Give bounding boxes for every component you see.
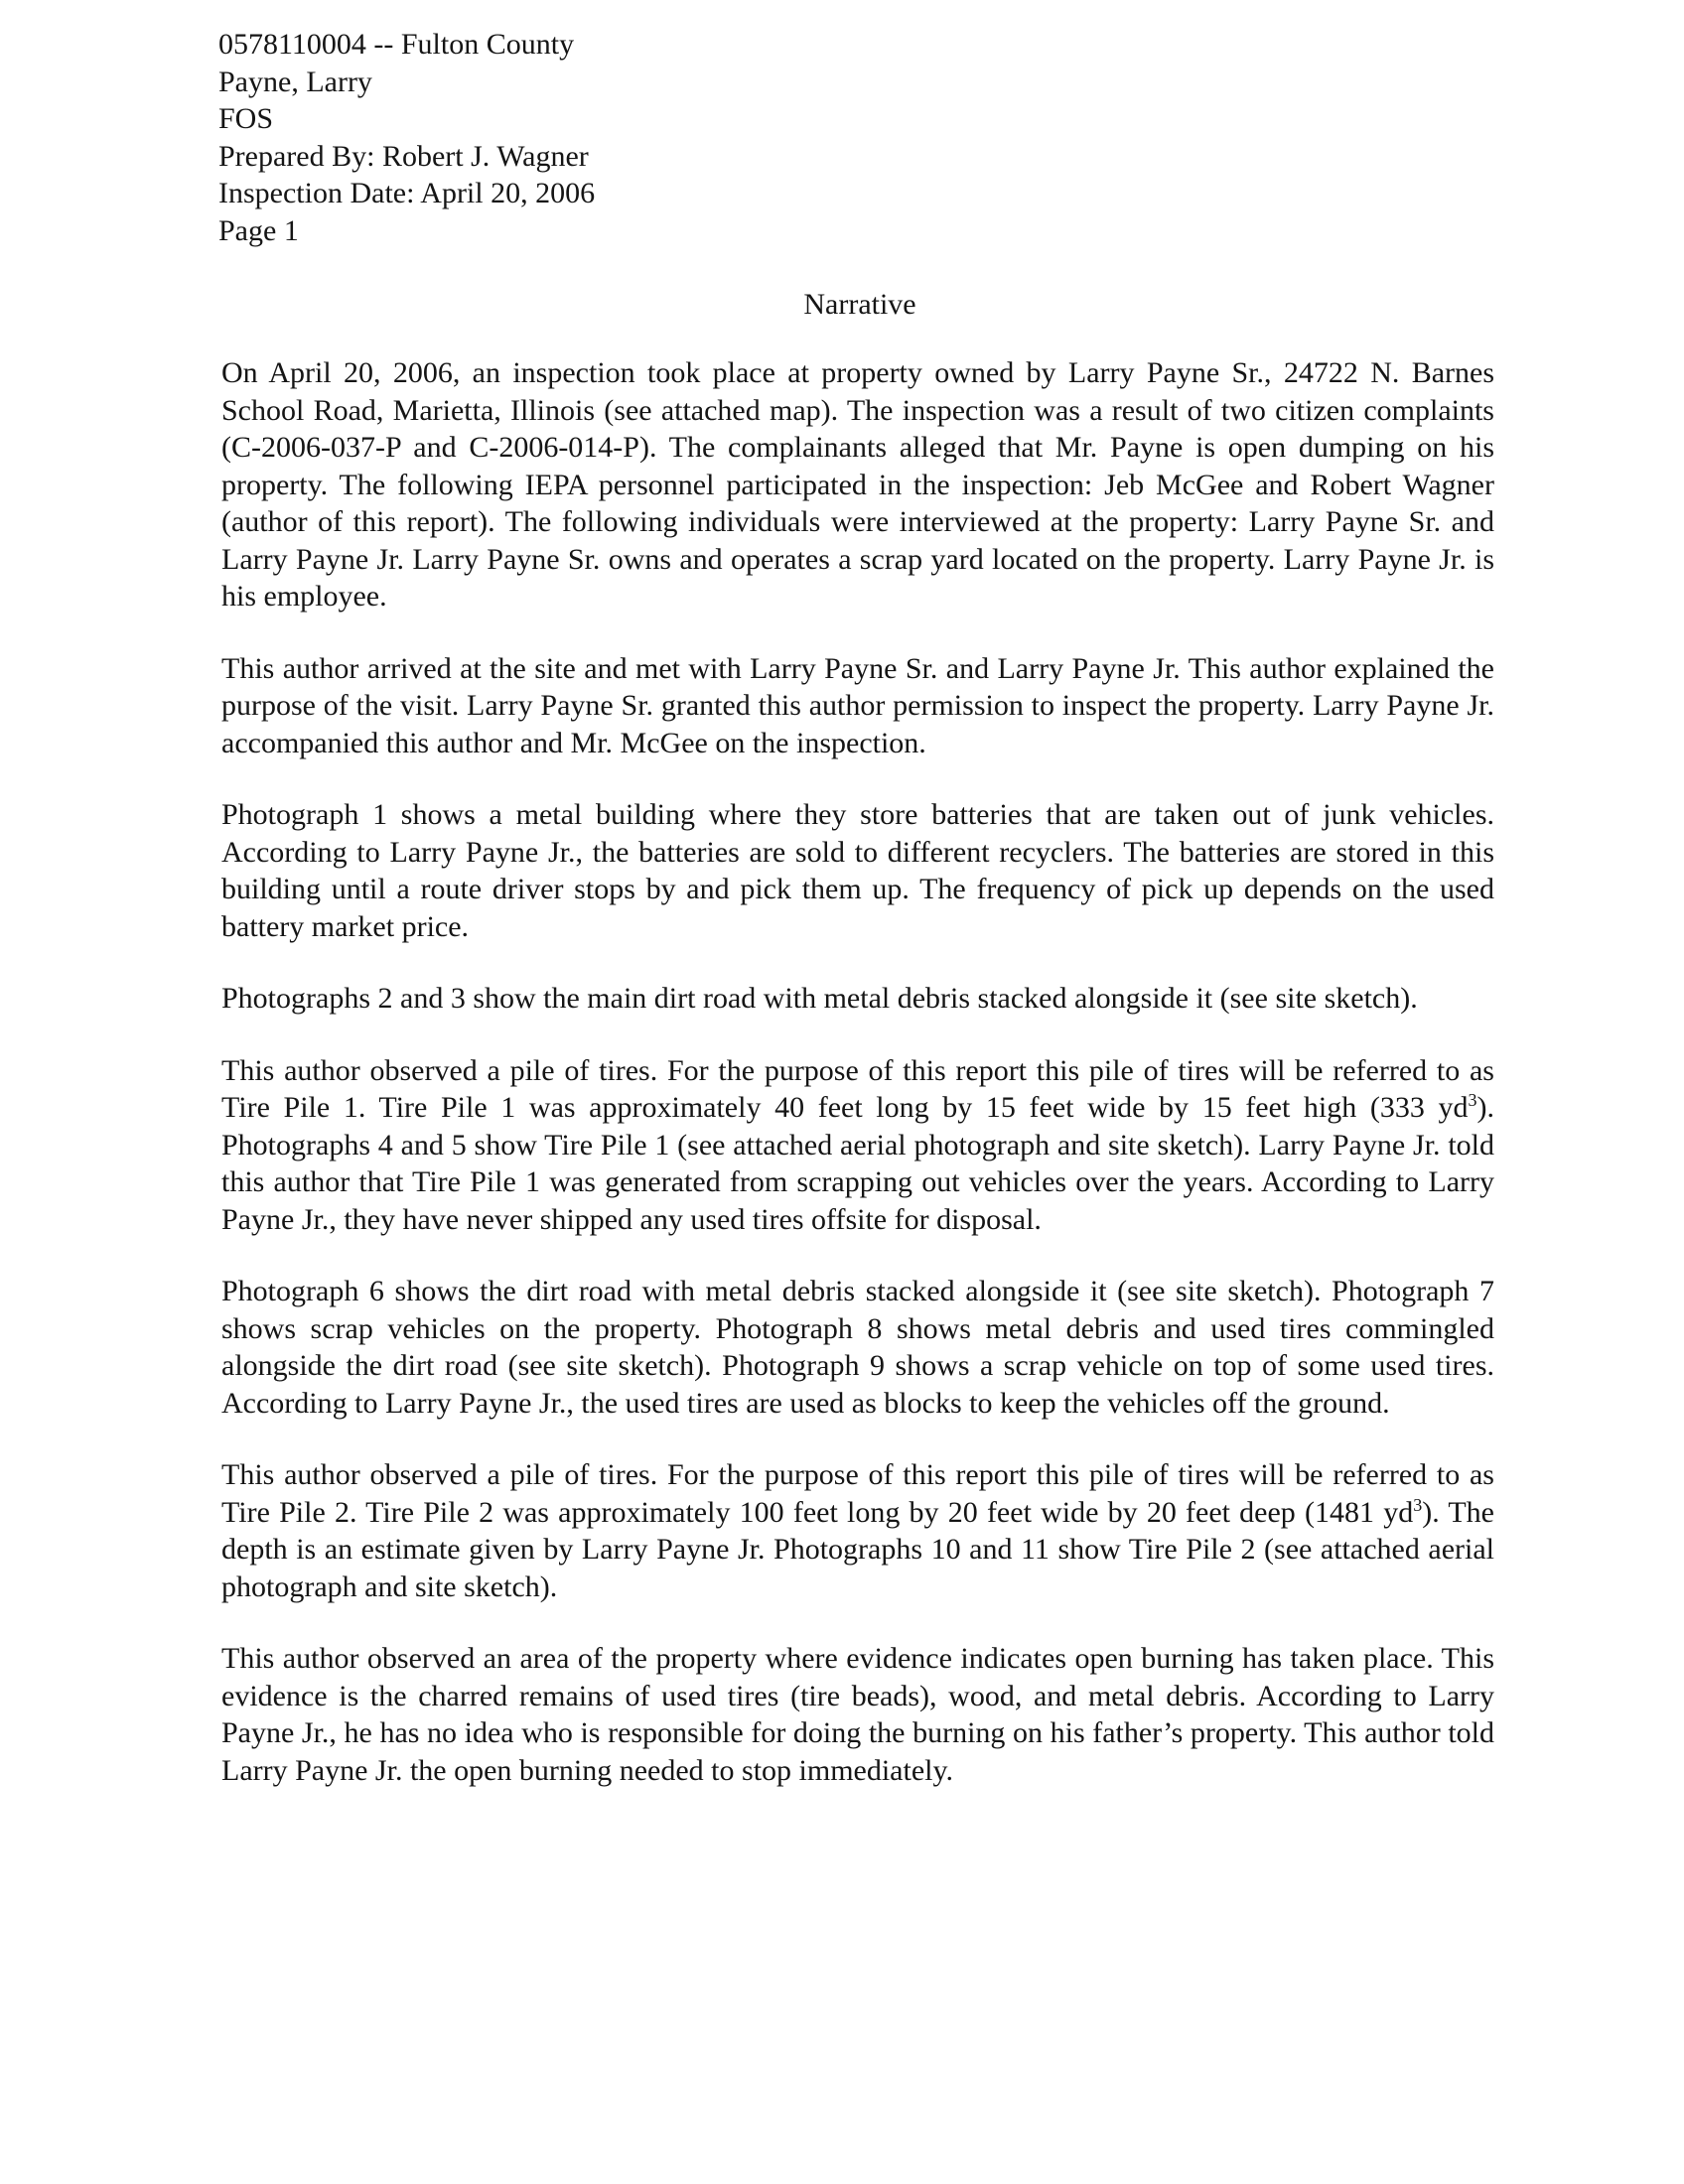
header-inspection-date: Inspection Date: April 20, 2006 (218, 177, 596, 209)
header-office-code: FOS (218, 102, 274, 135)
tire-pile-1-text-start: This author observed a pile of tires. For the purpose of this report this pile of tires will be referred to as Tire Pile 1. Tire Pile 1 was approximately 40 feet long by 15 feet wide by 15 feet high (333 yd (221, 1053, 1494, 1124)
narrative-body (221, 354, 1494, 1824)
section-title: Narrative (803, 288, 916, 321)
paragraph-photograph-1: Photograph 1 shows a metal building where they store batteries that are taken out of junk vehicles. According to Larry Payne Jr., the batteries are sold to different recyclers. The batteries are stored in this building until a route driver stops by and pick them up. The frequency of pick up depends on the used battery market price. (221, 798, 1494, 943)
cubic-superscript: 3 (1468, 1090, 1477, 1110)
tire-pile-1-text-end: ). Photographs 4 and 5 show Tire Pile 1 (see attached aerial photograph and site sketch). Larry Payne Jr. told this author that Tire Pile 1 was generated from scrapping out vehicles over the years. According to Larry Payne Jr., they have never shipped any used tires offsite for disposal. (221, 1091, 1494, 1236)
paragraph-tire-pile-2 (221, 1456, 1494, 1605)
paragraph-open-burning: This author observed an area of the property where evidence indicates open burning has taken place. This evidence is the charred remains of used tires (tire beads), wood, and metal debris. According to Larry Payne Jr., he has no idea who is responsible for doing the burning on his father’s property. This author told Larry Payne Jr. the open burning needed to stop immediately. (221, 1642, 1494, 1787)
header-owner-name: Payne, Larry (218, 65, 372, 98)
paragraph-site-arrival: This author arrived at the site and met with Larry Payne Sr. and Larry Payne Jr. This author explained the purpose of the visit. Larry Payne Sr. granted this author permission to inspect the property. Larry Payne Jr. accompanied this author and Mr. McGee on the inspection. (221, 651, 1494, 759)
cubic-superscript: 3 (1413, 1494, 1423, 1515)
header-page-number: Page 1 (218, 213, 299, 247)
paragraph-tire-pile-1 (221, 1052, 1494, 1239)
paragraph-photographs-6-9: Photograph 6 shows the dirt road with metal debris stacked alongside it (see site sketch). Photograph 7 shows scrap vehicles on the property. Photograph 8 shows metal debris and used tires commingled alongside the dirt road (see site sketch). Photograph 9 shows a scrap vehicle on top of some used tires. According to Larry Payne Jr., the used tires are used as blocks to keep the vehicles off the ground. (221, 1275, 1494, 1420)
tire-pile-2-text-end: ). The depth is an estimate given by Larry Payne Jr. Photographs 10 and 11 show Tire Pile 2 (see attached aerial photograph and site sketch). (221, 1495, 1494, 1603)
header-prepared-by: Prepared By: Robert J. Wagner (218, 139, 589, 173)
tire-pile-2-text-start: This author observed a pile of tires. For the purpose of this report this pile of tires will be referred to as Tire Pile 2. Tire Pile 2 was approximately 100 feet long by 20 feet wide by 20 feet deep (1481 yd (221, 1458, 1494, 1529)
paragraph-inspection-summary: On April 20, 2006, an inspection took place at property owned by Larry Payne Sr., 24722 N. Barnes School Road, Marietta, Illinois (see attached map). The inspection was a result of two citizen complaints (C-2006-037-P and C-2006-014-P). The complainants alleged that Mr. Payne is open dumping on his property. The following IEPA personnel participated in the inspection: Jeb McGee and Robert Wagner (author of this report). The following individuals were interviewed at the property: Larry Payne Sr. and Larry Payne Jr. Larry Payne Sr. owns and operates a scrap yard located on the property. Larry Payne Jr. is his employee. (221, 356, 1494, 613)
paragraph-photographs-2-3: Photographs 2 and 3 show the main dirt road with metal debris stacked alongside it (see site sketch). (221, 982, 1418, 1015)
document-header (218, 26, 595, 249)
header-facility-id: 0578110004 -- Fulton County (218, 28, 575, 61)
